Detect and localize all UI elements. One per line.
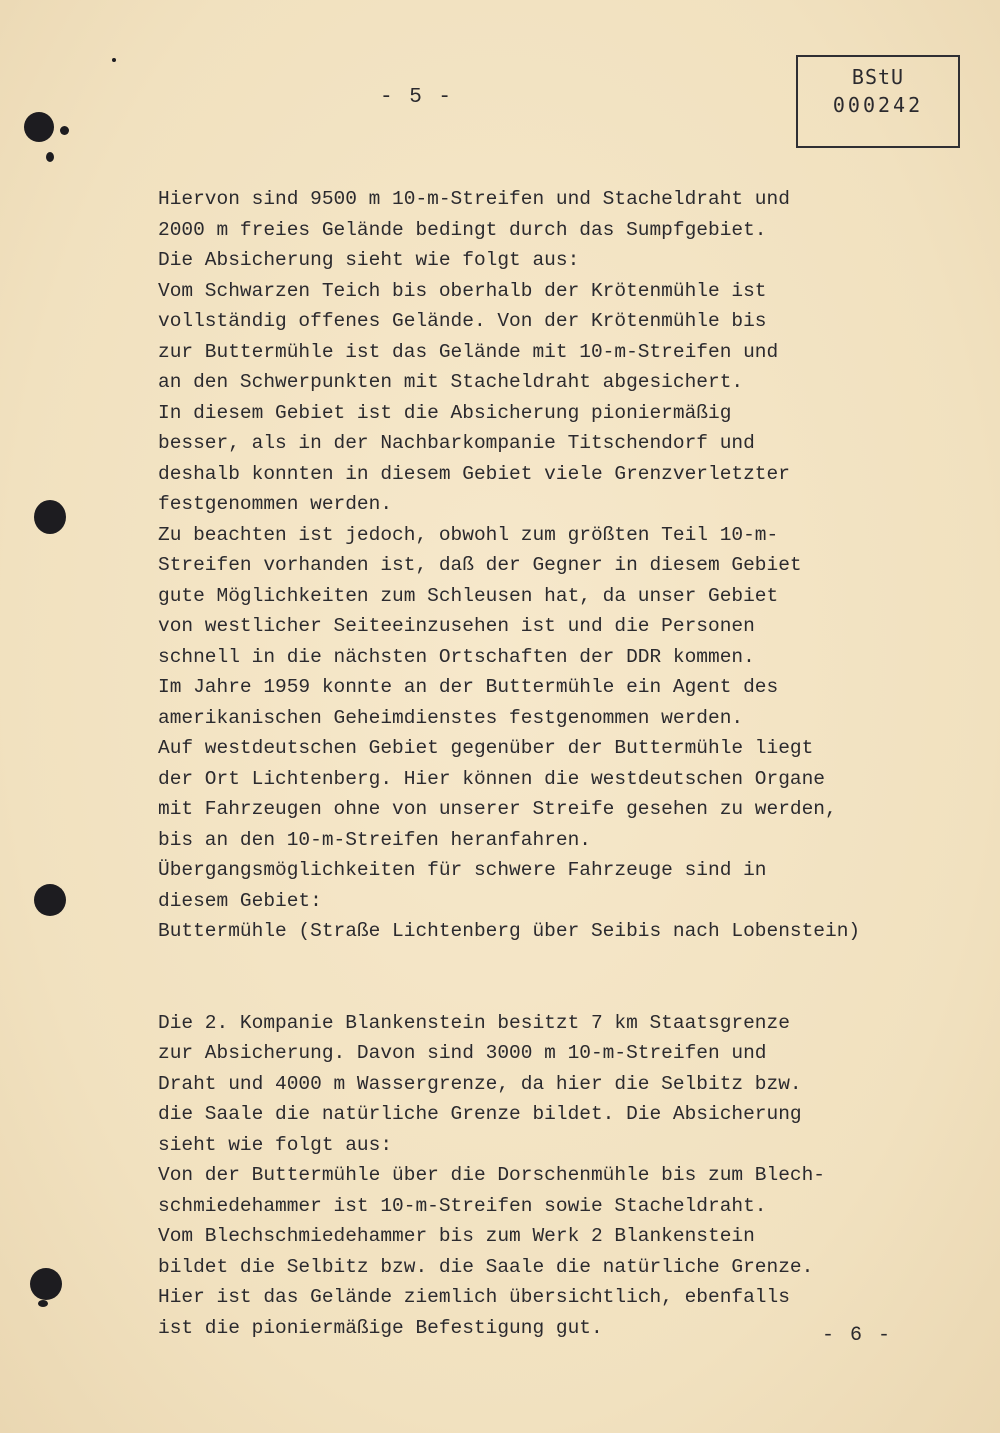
- text-line: Im Jahre 1959 konnte an der Buttermühle ein Agent des: [158, 676, 779, 698]
- text-line: diesem Gebiet:: [158, 889, 322, 912]
- text-line: Streifen vorhanden ist, daß der Gegner in diesem Gebiet: [158, 554, 802, 576]
- text-line: deshalb konnten in diesem Gebiet viele Grenzverletzter: [158, 462, 790, 485]
- text-line: Auf westdeutschen Gebiet gegenüber der Buttermühle liegt: [158, 737, 814, 759]
- speck-4: [38, 1300, 48, 1307]
- text-line: mit Fahrzeugen ohne von unserer Streife gesehen zu werden,: [158, 798, 837, 820]
- text-line: Die 2. Kompanie Blankenstein besitzt 7 km Staatsgrenze: [158, 1011, 790, 1034]
- text-line: 2000 m freies Gelände bedingt durch das Sumpfgebiet.: [158, 218, 767, 241]
- text-line: ist die pioniermäßige Befestigung gut.: [158, 1316, 603, 1339]
- text-line: zur Absicherung. Davon sind 3000 m 10-m-Streifen und: [158, 1042, 767, 1064]
- text-line: Vom Schwarzen Teich bis oberhalb der Krötenmühle ist: [158, 279, 767, 302]
- text-line: Zu beachten ist jedoch, obwohl zum größten Teil 10-m-: [158, 523, 779, 546]
- text-line: schnell in die nächsten Ortschaften der DDR kommen.: [158, 645, 755, 668]
- text-line: Vom Blechschmiedehammer bis zum Werk 2 Blankenstein: [158, 1225, 755, 1247]
- text-line: Hier ist das Gelände ziemlich übersichtlich, ebenfalls: [158, 1286, 790, 1308]
- text-line: Buttermühle (Straße Lichtenberg über Seibis nach Lobenstein): [158, 920, 861, 942]
- punch-hole-4: [30, 1268, 62, 1300]
- text-line: Von der Buttermühle über die Dorschenmühle bis zum Blech-: [158, 1164, 826, 1186]
- text-line: Hiervon sind 9500 m 10-m-Streifen und Stacheldraht und: [158, 188, 790, 210]
- text-line: Die Absicherung sieht wie folgt aus:: [158, 249, 580, 271]
- text-line: festgenommen werden.: [158, 493, 393, 515]
- body-text: [158, 184, 958, 1343]
- stamp-number: 000242: [832, 93, 924, 117]
- text-line: Draht und 4000 m Wassergrenze, da hier die Selbitz bzw.: [158, 1072, 802, 1095]
- text-line: zur Buttermühle ist das Gelände mit 10-m-Streifen und: [158, 340, 779, 363]
- text-line: die Saale die natürliche Grenze bildet. Die Absicherung: [158, 1103, 802, 1125]
- next-page-marker: - 6 -: [822, 1324, 893, 1347]
- text-line: besser, als in der Nachbarkompanie Titschendorf und: [158, 432, 755, 454]
- text-line: schmiedehammer ist 10-m-Streifen sowie Stacheldraht.: [158, 1194, 767, 1217]
- text-line: bildet die Selbitz bzw. die Saale die natürliche Grenze.: [158, 1255, 814, 1278]
- punch-hole-3: [34, 884, 66, 916]
- speck-3: [112, 58, 116, 62]
- speck-2: [46, 152, 54, 162]
- punch-hole-1: [24, 112, 54, 142]
- text-line: amerikanischen Geheimdienstes festgenommen werden.: [158, 706, 744, 729]
- page-number: - 5 -: [380, 86, 454, 109]
- text-line: gute Möglichkeiten zum Schleusen hat, da unser Gebiet: [158, 584, 779, 607]
- paragraph-gap: [158, 947, 958, 1008]
- stamp-agency: BStU: [851, 65, 905, 89]
- text-line: der Ort Lichtenberg. Hier können die westdeutschen Organe: [158, 767, 826, 790]
- archive-stamp: [796, 55, 960, 148]
- speck-1: [60, 126, 69, 135]
- text-line: sieht wie folgt aus:: [158, 1133, 393, 1156]
- text-line: In diesem Gebiet ist die Absicherung pioniermäßig: [158, 401, 732, 424]
- text-line: vollständig offenes Gelände. Von der Krötenmühle bis: [158, 310, 767, 332]
- punch-hole-2: [34, 500, 66, 534]
- text-line: Übergangsmöglichkeiten für schwere Fahrzeuge sind in: [158, 859, 767, 881]
- text-line: an den Schwerpunkten mit Stacheldraht abgesichert.: [158, 371, 744, 393]
- text-line: bis an den 10-m-Streifen heranfahren.: [158, 828, 591, 851]
- text-line: von westlicher Seiteeinzusehen ist und die Personen: [158, 615, 755, 637]
